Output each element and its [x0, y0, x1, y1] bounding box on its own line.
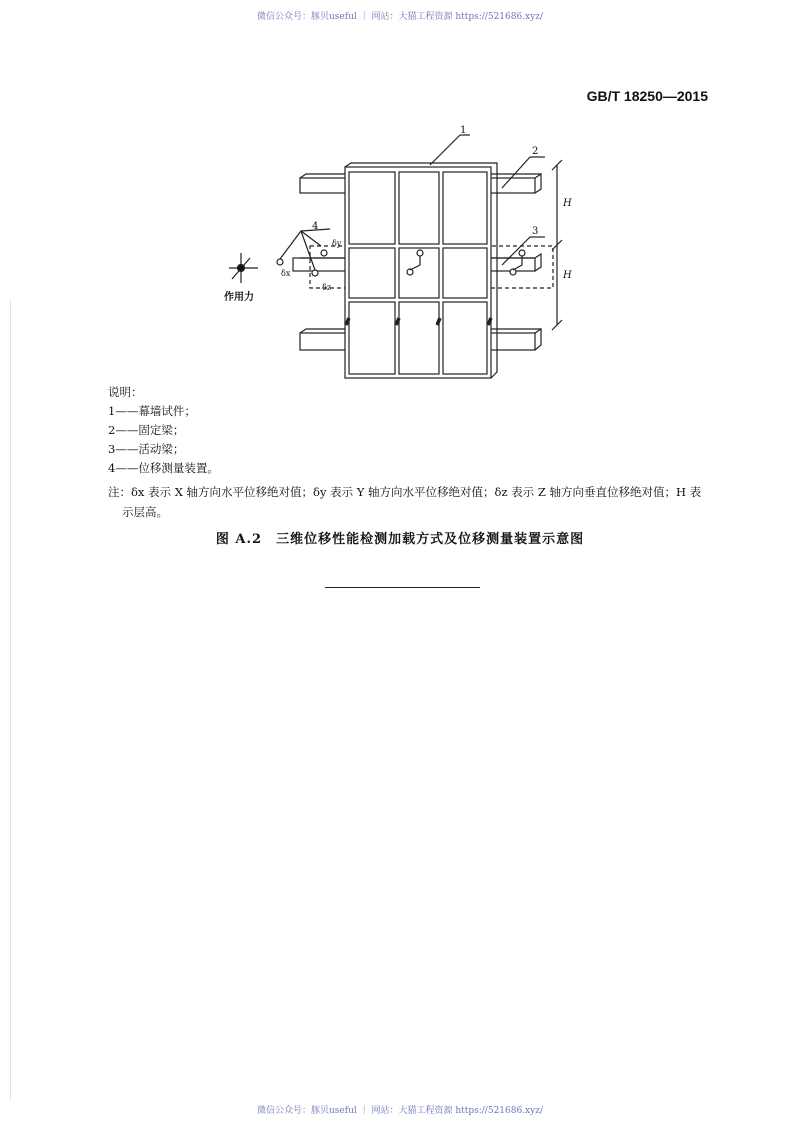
note-line-1: 注：δx 表示 X 轴方向水平位移绝对值；δy 表示 Y 轴方向水平位移绝对值；δz 表示 Z 轴方向垂直位移绝对值；H 表	[108, 485, 702, 499]
curtain-wall-frame	[345, 163, 497, 378]
end-rule	[325, 587, 480, 588]
callout-4: 4	[312, 221, 319, 232]
watermark-bottom: 微信公众号：豚贝useful ｜ 网站：大猫工程资源 https://521686.xyz/	[257, 1106, 543, 1116]
delta-x-label: δx	[281, 269, 291, 278]
height-dimension	[552, 160, 562, 330]
force-label: 作用力	[224, 292, 254, 303]
scan-edge-line	[10, 300, 11, 1100]
force-direction-icon	[229, 253, 258, 283]
legend-item: 2——固定梁；	[108, 423, 185, 437]
legend-item: 1——幕墙试件；	[108, 404, 196, 418]
legend-item: 4——位移测量装置。	[108, 461, 219, 475]
delta-z-label: δz	[322, 283, 332, 292]
note-line-2: 示层高。	[122, 505, 168, 519]
callout-2: 2	[532, 146, 539, 157]
figure-note	[108, 482, 708, 522]
dim-h-lower: H	[563, 270, 572, 281]
legend-title: 说明：	[108, 385, 143, 399]
figure-diagram	[220, 120, 580, 385]
delta-y-label: δy	[332, 239, 342, 248]
figure-caption: 图 A.2 三维位移性能检测加载方式及位移测量装置示意图	[215, 532, 585, 547]
dim-h-upper: H	[563, 198, 572, 209]
callout-3: 3	[532, 226, 539, 237]
legend-item: 3——活动梁；	[108, 442, 185, 456]
standard-number: GB/T 18250—2015	[586, 88, 708, 104]
watermark-top: 微信公众号：豚贝useful ｜ 网站：大猫工程资源 https://521686.xyz/	[257, 12, 543, 22]
callout-1: 1	[460, 125, 467, 136]
